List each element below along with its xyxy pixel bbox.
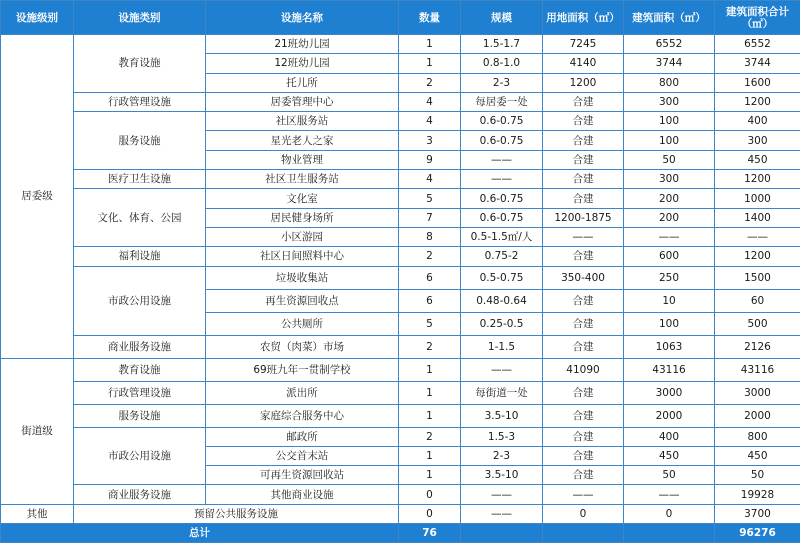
summary-count: 76: [399, 524, 461, 543]
name-cell: 派出所: [206, 381, 399, 404]
total-cell: ——: [715, 227, 800, 246]
header-name: 设施名称: [206, 1, 399, 35]
category-cell: 商业服务设施: [74, 335, 206, 358]
category-cell: 服务设施: [74, 404, 206, 427]
summary-row: [1, 524, 800, 543]
total-cell: 1400: [715, 208, 800, 227]
name-cell: 社区卫生服务站: [206, 170, 399, 189]
table-row: [1, 92, 800, 111]
scale-cell: 0.6-0.75: [461, 112, 543, 131]
count-cell: 0: [399, 504, 461, 523]
count-cell: 0: [399, 485, 461, 504]
header-scale: 规模: [461, 1, 543, 35]
build-cell: 300: [624, 170, 715, 189]
table-row: [1, 170, 800, 189]
name-cell: 垃圾收集站: [206, 266, 399, 289]
total-cell: 1200: [715, 92, 800, 111]
build-cell: 0: [624, 504, 715, 523]
build-cell: 800: [624, 73, 715, 92]
total-cell: 50: [715, 466, 800, 485]
total-cell: 800: [715, 427, 800, 446]
category-cell: 服务设施: [74, 112, 206, 170]
count-cell: 2: [399, 73, 461, 92]
name-cell: 可再生资源回收站: [206, 466, 399, 485]
build-cell: 250: [624, 266, 715, 289]
build-cell: 200: [624, 189, 715, 208]
total-cell: 3744: [715, 54, 800, 73]
land-cell: 350-400: [543, 266, 624, 289]
name-cell: 12班幼儿园: [206, 54, 399, 73]
scale-cell: 2-3: [461, 446, 543, 465]
build-cell: 6552: [624, 35, 715, 54]
land-cell: 合建: [543, 335, 624, 358]
category-cell: 文化、体育、公园: [74, 189, 206, 247]
land-cell: 4140: [543, 54, 624, 73]
count-cell: 5: [399, 189, 461, 208]
level-cell: 街道级: [1, 358, 74, 504]
build-cell: 50: [624, 466, 715, 485]
land-cell: 合建: [543, 289, 624, 312]
name-cell: 物业管理: [206, 150, 399, 169]
table-row: [1, 504, 800, 523]
total-cell: 2000: [715, 404, 800, 427]
build-cell: 100: [624, 312, 715, 335]
reserve-name-cell: 预留公共服务设施: [74, 504, 399, 523]
name-cell: 公共厕所: [206, 312, 399, 335]
table-row: [1, 35, 800, 54]
build-cell: 100: [624, 131, 715, 150]
land-cell: 7245: [543, 35, 624, 54]
total-cell: 1000: [715, 189, 800, 208]
summary-label: 总计: [1, 524, 399, 543]
count-cell: 1: [399, 358, 461, 381]
total-cell: 2126: [715, 335, 800, 358]
land-cell: 合建: [543, 466, 624, 485]
total-cell: 450: [715, 150, 800, 169]
scale-cell: 1.5-3: [461, 427, 543, 446]
scale-cell: 3.5-10: [461, 466, 543, 485]
build-cell: 43116: [624, 358, 715, 381]
total-cell: 60: [715, 289, 800, 312]
land-cell: 41090: [543, 358, 624, 381]
scale-cell: ——: [461, 150, 543, 169]
table-row: [1, 381, 800, 404]
table-row: [1, 485, 800, 504]
header-count: 数量: [399, 1, 461, 35]
build-cell: 600: [624, 247, 715, 266]
land-cell: ——: [543, 227, 624, 246]
name-cell: 居委管理中心: [206, 92, 399, 111]
header-build-total: 建筑面积合计（㎡）: [715, 1, 800, 35]
total-cell: 19928: [715, 485, 800, 504]
count-cell: 6: [399, 289, 461, 312]
build-cell: ——: [624, 485, 715, 504]
scale-cell: 0.25-0.5: [461, 312, 543, 335]
name-cell: 居民健身场所: [206, 208, 399, 227]
name-cell: 21班幼儿园: [206, 35, 399, 54]
count-cell: 4: [399, 170, 461, 189]
total-cell: 43116: [715, 358, 800, 381]
land-cell: ——: [543, 485, 624, 504]
count-cell: 1: [399, 446, 461, 465]
land-cell: 合建: [543, 131, 624, 150]
category-cell: 商业服务设施: [74, 485, 206, 504]
scale-cell: 1.5-1.7: [461, 35, 543, 54]
header-level: 设施级别: [1, 1, 74, 35]
land-cell: 合建: [543, 170, 624, 189]
count-cell: 3: [399, 131, 461, 150]
summary-empty: [461, 524, 543, 543]
header-land-area: 用地面积（㎡）: [543, 1, 624, 35]
scale-cell: 0.5-1.5㎡/人: [461, 227, 543, 246]
category-cell: 市政公用设施: [74, 266, 206, 335]
summary-empty: [543, 524, 624, 543]
count-cell: 2: [399, 335, 461, 358]
land-cell: 1200-1875: [543, 208, 624, 227]
count-cell: 8: [399, 227, 461, 246]
name-cell: 农贸（肉菜）市场: [206, 335, 399, 358]
header-category: 设施类别: [74, 1, 206, 35]
scale-cell: 每居委一处: [461, 92, 543, 111]
land-cell: 合建: [543, 189, 624, 208]
scale-cell: ——: [461, 170, 543, 189]
summary-empty: [624, 524, 715, 543]
name-cell: 托儿所: [206, 73, 399, 92]
category-cell: 行政管理设施: [74, 92, 206, 111]
land-cell: 合建: [543, 312, 624, 335]
count-cell: 1: [399, 35, 461, 54]
total-cell: 1200: [715, 247, 800, 266]
total-cell: 1500: [715, 266, 800, 289]
scale-cell: 0.48-0.64: [461, 289, 543, 312]
total-cell: 450: [715, 446, 800, 465]
table-row: [1, 404, 800, 427]
count-cell: 9: [399, 150, 461, 169]
land-cell: 合建: [543, 92, 624, 111]
total-cell: 300: [715, 131, 800, 150]
name-cell: 69班九年一贯制学校: [206, 358, 399, 381]
build-cell: 50: [624, 150, 715, 169]
count-cell: 5: [399, 312, 461, 335]
table-row: [1, 358, 800, 381]
total-cell: 400: [715, 112, 800, 131]
land-cell: 合建: [543, 381, 624, 404]
count-cell: 1: [399, 404, 461, 427]
scale-cell: 0.6-0.75: [461, 208, 543, 227]
scale-cell: 2-3: [461, 73, 543, 92]
category-cell: 教育设施: [74, 35, 206, 93]
build-cell: 2000: [624, 404, 715, 427]
build-cell: 100: [624, 112, 715, 131]
count-cell: 1: [399, 54, 461, 73]
scale-cell: 3.5-10: [461, 404, 543, 427]
name-cell: 小区游园: [206, 227, 399, 246]
category-cell: 市政公用设施: [74, 427, 206, 485]
build-cell: 1063: [624, 335, 715, 358]
build-cell: 200: [624, 208, 715, 227]
count-cell: 2: [399, 427, 461, 446]
count-cell: 2: [399, 247, 461, 266]
build-cell: 3000: [624, 381, 715, 404]
count-cell: 6: [399, 266, 461, 289]
build-cell: 300: [624, 92, 715, 111]
build-cell: 3744: [624, 54, 715, 73]
build-cell: 450: [624, 446, 715, 465]
header-build-area: 建筑面积（㎡）: [624, 1, 715, 35]
name-cell: 文化室: [206, 189, 399, 208]
total-cell: 1600: [715, 73, 800, 92]
scale-cell: ——: [461, 358, 543, 381]
category-cell: 行政管理设施: [74, 381, 206, 404]
table-row: [1, 427, 800, 446]
total-cell: 3000: [715, 381, 800, 404]
table-row: [1, 189, 800, 208]
scale-cell: 0.75-2: [461, 247, 543, 266]
count-cell: 4: [399, 92, 461, 111]
total-cell: 500: [715, 312, 800, 335]
category-cell: 福利设施: [74, 247, 206, 266]
name-cell: 社区日间照料中心: [206, 247, 399, 266]
land-cell: 合建: [543, 404, 624, 427]
name-cell: 再生资源回收点: [206, 289, 399, 312]
name-cell: 社区服务站: [206, 112, 399, 131]
land-cell: 合建: [543, 446, 624, 465]
land-cell: 合建: [543, 150, 624, 169]
build-cell: ——: [624, 227, 715, 246]
table-row: [1, 247, 800, 266]
name-cell: 星光老人之家: [206, 131, 399, 150]
category-cell: 医疗卫生设施: [74, 170, 206, 189]
scale-cell: 每街道一处: [461, 381, 543, 404]
scale-cell: 0.6-0.75: [461, 131, 543, 150]
total-cell: 3700: [715, 504, 800, 523]
land-cell: 合建: [543, 112, 624, 131]
name-cell: 公交首末站: [206, 446, 399, 465]
total-cell: 6552: [715, 35, 800, 54]
header-row: [1, 1, 800, 35]
land-cell: 1200: [543, 73, 624, 92]
land-cell: 合建: [543, 247, 624, 266]
name-cell: 家庭综合服务中心: [206, 404, 399, 427]
category-cell: 教育设施: [74, 358, 206, 381]
scale-cell: ——: [461, 485, 543, 504]
total-cell: 1200: [715, 170, 800, 189]
level-cell: 居委级: [1, 35, 74, 359]
count-cell: 1: [399, 381, 461, 404]
table-row: [1, 266, 800, 289]
scale-cell: 0.5-0.75: [461, 266, 543, 289]
table-row: [1, 335, 800, 358]
count-cell: 4: [399, 112, 461, 131]
scale-cell: 0.6-0.75: [461, 189, 543, 208]
land-cell: 0: [543, 504, 624, 523]
scale-cell: 0.8-1.0: [461, 54, 543, 73]
land-cell: 合建: [543, 427, 624, 446]
count-cell: 1: [399, 466, 461, 485]
table-row: [1, 112, 800, 131]
name-cell: 其他商业设施: [206, 485, 399, 504]
scale-cell: ——: [461, 504, 543, 523]
level-cell: 其他: [1, 504, 74, 523]
name-cell: 邮政所: [206, 427, 399, 446]
count-cell: 7: [399, 208, 461, 227]
scale-cell: 1-1.5: [461, 335, 543, 358]
build-cell: 10: [624, 289, 715, 312]
build-cell: 400: [624, 427, 715, 446]
summary-total: 96276: [715, 524, 800, 543]
